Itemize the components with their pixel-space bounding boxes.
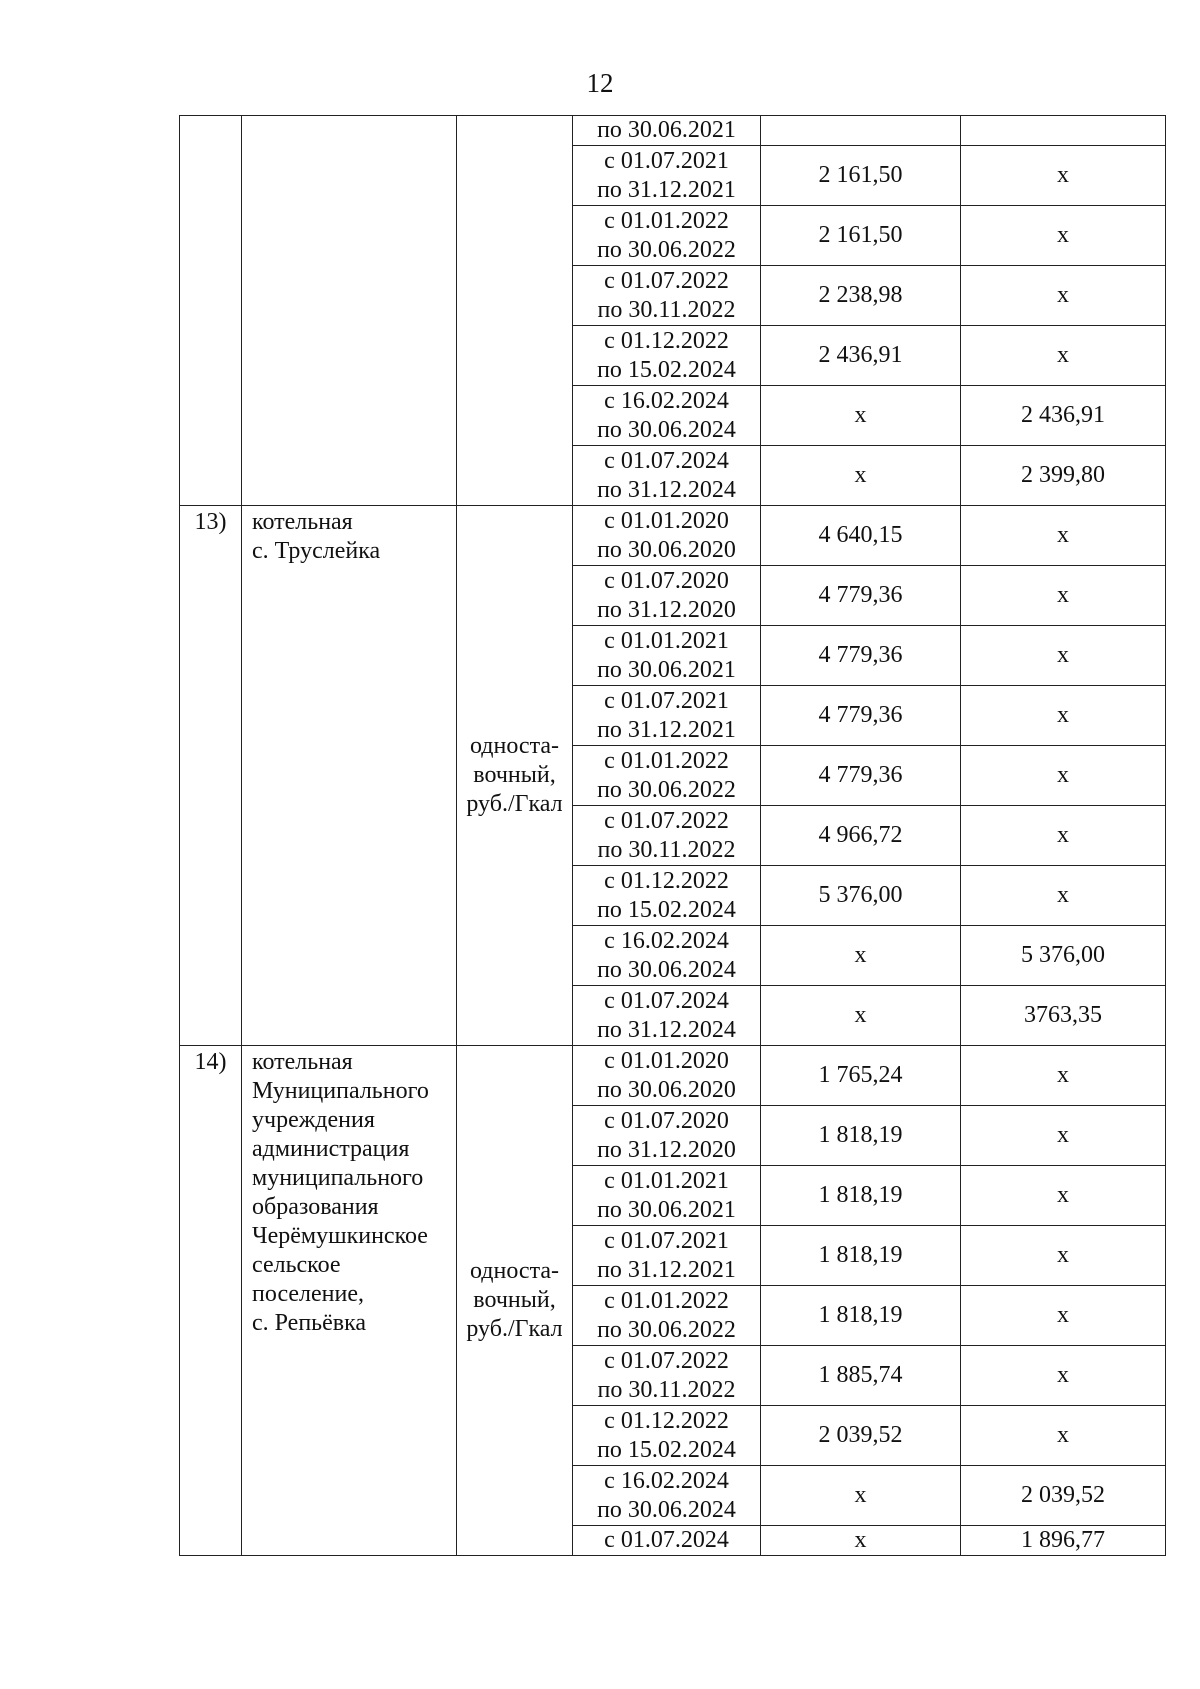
tariff-value-cell: 3763,35 (961, 986, 1166, 1046)
tariff-value-cell: х (961, 326, 1166, 386)
tariff-value-cell: 1 818,19 (761, 1226, 961, 1286)
tariff-value-cell: х (961, 146, 1166, 206)
period-line: по 30.06.2024 (597, 956, 736, 983)
tariff-value-cell: х (961, 746, 1166, 806)
tariff-unit-line: односта- (469, 733, 560, 759)
period-line: с 01.01.2021 (604, 1167, 729, 1194)
period-line: по 30.06.2024 (597, 416, 736, 443)
tariff-value-cell: х (961, 686, 1166, 746)
tariff-value-cell: 2 436,91 (761, 326, 961, 386)
tariff-value-cell: х (761, 1526, 961, 1556)
tariff-value-cell: 4 779,36 (761, 566, 961, 626)
period-cell (573, 446, 761, 506)
tariff-value-cell: 2 039,52 (961, 1466, 1166, 1526)
boiler-name-line: учреждения (252, 1107, 375, 1133)
tariff-value-cell: 2 436,91 (961, 386, 1166, 446)
period-cell (573, 686, 761, 746)
tariff-value-cell: х (961, 1106, 1166, 1166)
period-line: по 31.12.2024 (597, 476, 736, 503)
period-cell (573, 1346, 761, 1406)
period-line: с 01.01.2022 (604, 1287, 729, 1314)
tariff-value-cell: х (961, 566, 1166, 626)
boiler-name-line: Черёмушкинское (252, 1223, 428, 1249)
period-cell (573, 1046, 761, 1106)
table-row (180, 506, 1166, 566)
tariff-value-cell: 4 779,36 (761, 746, 961, 806)
boiler-name-line: муниципального (252, 1165, 424, 1191)
boiler-name-cell (242, 1046, 457, 1556)
boiler-name-line: котельная (252, 509, 353, 535)
tariff-value-cell: 2 161,50 (761, 146, 961, 206)
period-line: с 01.01.2022 (604, 207, 729, 234)
tariff-value-cell: 1 765,24 (761, 1046, 961, 1106)
period-cell (573, 326, 761, 386)
boiler-name-line: администрация (252, 1136, 410, 1162)
tariff-value-cell: 2 161,50 (761, 206, 961, 266)
period-line: по 15.02.2024 (597, 896, 736, 923)
period-line: по 30.11.2022 (597, 296, 736, 323)
period-cell (573, 1226, 761, 1286)
period-line: по 31.12.2021 (597, 176, 736, 203)
tariff-value-cell: х (961, 266, 1166, 326)
period-cell (573, 986, 761, 1046)
tariff-value-cell: х (761, 386, 961, 446)
period-cell (573, 626, 761, 686)
period-cell (573, 566, 761, 626)
boiler-name-line: котельная (252, 1049, 353, 1075)
period-cell (573, 806, 761, 866)
tariff-value-cell: 1 885,74 (761, 1346, 961, 1406)
tariff-value-cell: 5 376,00 (761, 866, 961, 926)
period-line: по 30.06.2022 (597, 1316, 736, 1343)
period-line: по 30.11.2022 (597, 836, 736, 863)
period-line: с 01.01.2021 (604, 627, 729, 654)
period-line: по 30.06.2021 (597, 656, 736, 683)
tariff-value-cell (761, 116, 961, 146)
tariff-value-cell: 1 818,19 (761, 1286, 961, 1346)
period-cell (573, 866, 761, 926)
boiler-name-line: с. Труслейка (252, 538, 381, 564)
tariff-unit-line: односта- (469, 1258, 560, 1284)
tariff-value-cell: 2 399,80 (961, 446, 1166, 506)
period-line: с 01.07.2022 (604, 1347, 729, 1374)
tariff-value-cell: 2 238,98 (761, 266, 961, 326)
period-line: по 30.06.2020 (597, 536, 736, 563)
period-line: с 16.02.2024 (604, 927, 729, 954)
row-number-cell: 13) (180, 506, 242, 1046)
period-line: по 15.02.2024 (597, 356, 736, 383)
period-cell (573, 1286, 761, 1346)
tariff-table (179, 115, 1166, 1556)
tariff-value-cell: 1 896,77 (961, 1526, 1166, 1556)
period-line: по 30.06.2022 (597, 776, 736, 803)
period-line: по 30.06.2021 (597, 117, 736, 143)
period-cell (573, 1106, 761, 1166)
period-line: с 01.07.2024 (604, 1527, 729, 1553)
period-cell (573, 206, 761, 266)
row-number-cell: 14) (180, 1046, 242, 1556)
tariff-value-cell: 5 376,00 (961, 926, 1166, 986)
period-cell (573, 146, 761, 206)
period-line: с 01.01.2022 (604, 747, 729, 774)
tariff-value-cell: 4 966,72 (761, 806, 961, 866)
boiler-name-cell (242, 506, 457, 1046)
period-line: с 01.07.2020 (604, 1107, 729, 1134)
tariff-unit-cell (457, 1046, 573, 1556)
tariff-value-cell: 4 779,36 (761, 626, 961, 686)
tariff-value-cell: х (761, 446, 961, 506)
tariff-value-cell: 4 640,15 (761, 506, 961, 566)
period-line: с 01.07.2022 (604, 267, 729, 294)
tariff-unit-line: руб./Гкал (466, 791, 563, 817)
period-cell (573, 926, 761, 986)
period-line: по 31.12.2020 (597, 1136, 736, 1163)
tariff-value-cell: 1 818,19 (761, 1106, 961, 1166)
tariff-unit-line: вочный, (473, 762, 556, 788)
period-line: с 01.07.2021 (604, 147, 729, 174)
tariff-unit-cell (457, 116, 573, 506)
period-line: с 01.07.2024 (604, 987, 729, 1014)
row-number-cell (180, 116, 242, 506)
boiler-name-cell (242, 116, 457, 506)
tariff-value-cell: 4 779,36 (761, 686, 961, 746)
tariff-unit-cell (457, 506, 573, 1046)
period-cell (573, 1166, 761, 1226)
tariff-value-cell: х (761, 1466, 961, 1526)
tariff-value-cell: х (961, 1286, 1166, 1346)
page-number: 12 (586, 68, 614, 98)
tariff-value-cell: х (961, 1046, 1166, 1106)
tariff-value-cell: х (761, 926, 961, 986)
table-row (180, 116, 1166, 146)
boiler-name-line: сельское (252, 1252, 341, 1278)
period-line: с 01.07.2021 (604, 687, 729, 714)
period-cell (573, 386, 761, 446)
period-line: с 01.01.2020 (604, 1047, 729, 1074)
tariff-unit-line: вочный, (473, 1287, 556, 1313)
tariff-table-body (180, 116, 1166, 1556)
tariff-value-cell: х (961, 1346, 1166, 1406)
boiler-name-line: с. Репьёвка (252, 1310, 367, 1336)
period-line: с 01.12.2022 (604, 327, 729, 354)
boiler-name-line: образования (252, 1194, 379, 1220)
period-line: с 01.12.2022 (604, 867, 729, 894)
period-line: по 31.12.2021 (597, 716, 736, 743)
tariff-value-cell: х (961, 1166, 1166, 1226)
boiler-name-line: Муниципального (252, 1078, 429, 1104)
period-line: с 01.07.2021 (604, 1227, 729, 1254)
period-line: по 30.06.2024 (597, 1496, 736, 1523)
period-cell (573, 746, 761, 806)
period-line: с 01.07.2020 (604, 567, 729, 594)
period-line: по 31.12.2021 (597, 1256, 736, 1283)
tariff-value-cell: х (761, 986, 961, 1046)
period-cell (573, 506, 761, 566)
period-line: по 31.12.2024 (597, 1016, 736, 1043)
tariff-value-cell: х (961, 506, 1166, 566)
tariff-value-cell: х (961, 626, 1166, 686)
tariff-unit-line: руб./Гкал (466, 1316, 563, 1342)
tariff-value-cell: 1 818,19 (761, 1166, 961, 1226)
tariff-value-cell (961, 116, 1166, 146)
period-cell (573, 116, 761, 146)
period-line: по 31.12.2020 (597, 596, 736, 623)
period-cell (573, 1466, 761, 1526)
tariff-value-cell: х (961, 806, 1166, 866)
period-cell (573, 266, 761, 326)
period-line: по 30.06.2021 (597, 1196, 736, 1223)
period-line: по 30.11.2022 (597, 1376, 736, 1403)
tariff-value-cell: х (961, 866, 1166, 926)
tariff-value-cell: х (961, 206, 1166, 266)
period-line: по 30.06.2020 (597, 1076, 736, 1103)
tariff-value-cell: 2 039,52 (761, 1406, 961, 1466)
period-cell (573, 1526, 761, 1556)
period-line: с 01.12.2022 (604, 1407, 729, 1434)
period-line: с 16.02.2024 (604, 1467, 729, 1494)
period-line: по 30.06.2022 (597, 236, 736, 263)
period-line: с 16.02.2024 (604, 387, 729, 414)
tariff-value-cell: х (961, 1406, 1166, 1466)
boiler-name-line: поселение, (252, 1281, 365, 1307)
period-line: с 01.07.2024 (604, 447, 729, 474)
period-cell (573, 1406, 761, 1466)
tariff-value-cell: х (961, 1226, 1166, 1286)
period-line: с 01.01.2020 (604, 507, 729, 534)
period-line: с 01.07.2022 (604, 807, 729, 834)
table-row (180, 1046, 1166, 1106)
period-line: по 15.02.2024 (597, 1436, 736, 1463)
